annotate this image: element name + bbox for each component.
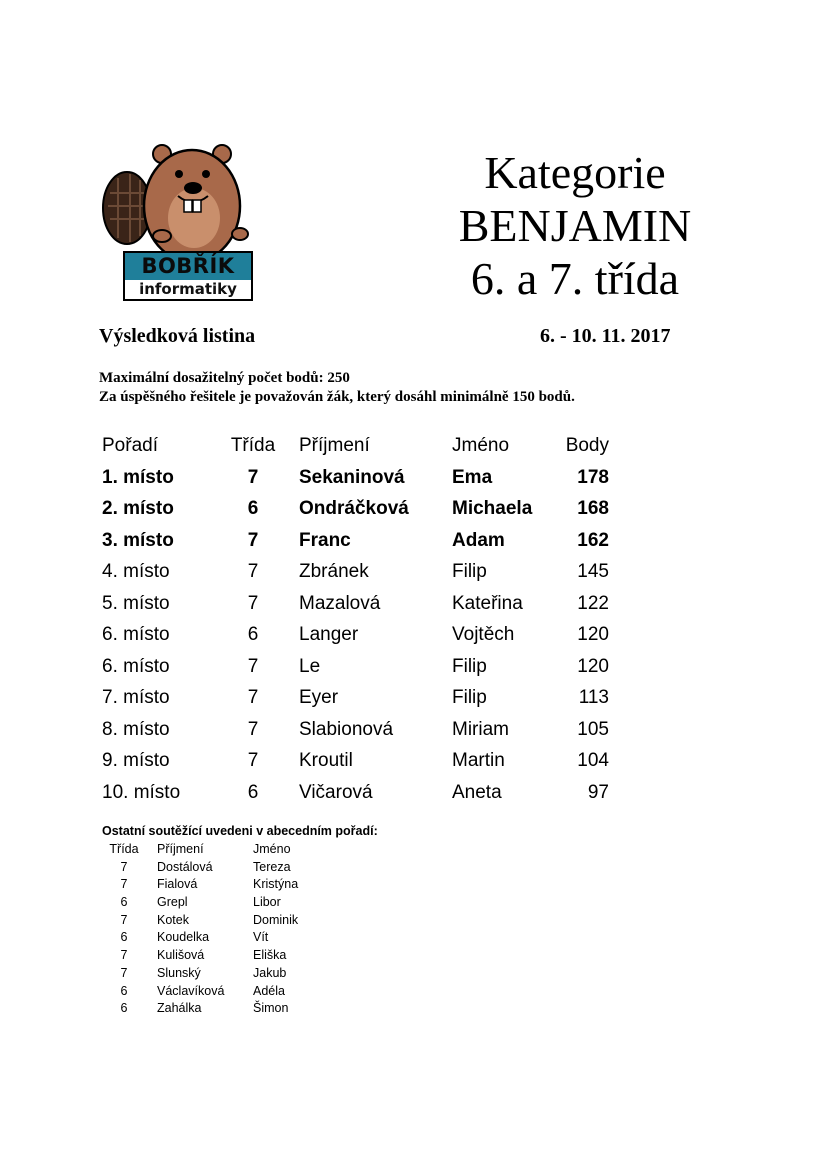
max-points-note: Maximální dosažitelný počet bodů: 250 — [99, 370, 350, 386]
cell-rank: 8. místo — [102, 718, 170, 740]
others-cell-name: Vít — [253, 930, 269, 945]
cell-rank: 6. místo — [102, 655, 170, 677]
cell-name: Miriam — [452, 718, 509, 740]
cell-class: 7 — [247, 561, 259, 582]
cell-points: 104 — [577, 750, 609, 771]
cell-points: 105 — [577, 718, 609, 740]
cell-name: Ema — [452, 466, 493, 488]
competition-dates: 6. - 10. 11. 2017 — [540, 325, 671, 347]
others-cell-name: Dominik — [253, 912, 299, 927]
cell-class: 6 — [247, 781, 259, 803]
beaver-mascot-icon — [100, 138, 255, 258]
cell-surname: Le — [299, 655, 321, 677]
others-cell-surname: Koudelka — [157, 930, 210, 945]
cell-rank: 3. místo — [102, 529, 174, 551]
cell-rank: 6. místo — [102, 624, 170, 645]
cell-surname: Vičarová — [299, 781, 373, 803]
cell-rank: 7. místo — [102, 687, 170, 708]
results-subtitle: Výsledková listina — [99, 325, 256, 347]
cell-class: 7 — [247, 466, 259, 488]
cell-name: Aneta — [452, 781, 502, 803]
cell-class: 7 — [247, 655, 259, 677]
others-cell-name: Šimon — [253, 1001, 289, 1016]
cell-surname: Slabionová — [299, 718, 394, 740]
cell-name: Kateřina — [452, 592, 523, 614]
category-heading-line1: Kategorie — [484, 147, 666, 198]
others-cell-class: 7 — [120, 912, 128, 927]
others-cell-name: Adéla — [253, 983, 285, 998]
others-header-class: Třída — [109, 842, 139, 856]
logo-title: BOBŘÍK — [125, 253, 251, 280]
category-heading-line3: 6. a 7. třída — [470, 253, 680, 304]
header-class: Třída — [230, 435, 276, 456]
cell-class: 6 — [247, 624, 259, 645]
others-cell-class: 6 — [120, 895, 128, 910]
others-cell-class: 6 — [120, 983, 128, 998]
cell-surname: Langer — [299, 624, 359, 645]
cell-surname: Franc — [299, 529, 351, 551]
others-cell-surname: Kotek — [157, 912, 189, 927]
cell-name: Filip — [452, 655, 487, 677]
cell-name: Filip — [452, 561, 487, 582]
others-cell-class: 7 — [120, 948, 128, 963]
cell-points: 168 — [577, 498, 609, 519]
cell-name: Michaela — [452, 498, 533, 519]
cell-points: 120 — [577, 624, 609, 645]
cell-points: 162 — [577, 529, 609, 551]
cell-class: 7 — [247, 529, 259, 551]
cell-surname: Sekaninová — [299, 466, 405, 488]
others-cell-class: 6 — [120, 1001, 128, 1016]
others-cell-surname: Dostálová — [157, 859, 213, 874]
cell-surname: Kroutil — [299, 750, 353, 771]
cell-rank: 2. místo — [102, 498, 174, 519]
others-cell-name: Libor — [253, 895, 281, 910]
success-rule-note: Za úspěšného řešitele je považován žák, který dosáhl minimálně 150 bodů. — [99, 389, 575, 405]
logo-badge — [123, 251, 253, 301]
others-cell-name: Jakub — [253, 965, 287, 980]
cell-points: 122 — [577, 592, 609, 614]
others-cell-surname: Kulišová — [157, 948, 205, 963]
cell-class: 6 — [247, 498, 259, 519]
others-cell-name: Kristýna — [253, 877, 299, 892]
cell-class: 7 — [247, 718, 259, 740]
cell-points: 97 — [587, 781, 609, 803]
cell-surname: Ondráčková — [299, 498, 409, 519]
cell-rank: 1. místo — [102, 466, 174, 488]
logo-subtitle: informatiky — [139, 280, 237, 298]
others-cell-name: Tereza — [253, 859, 291, 874]
cell-surname: Zbránek — [299, 561, 369, 582]
cell-points: 120 — [577, 655, 609, 677]
others-cell-name: Eliška — [253, 948, 287, 963]
others-cell-surname: Václavíková — [157, 983, 225, 998]
cell-name: Adam — [452, 529, 505, 551]
cell-class: 7 — [247, 592, 259, 614]
cell-surname: Mazalová — [299, 592, 381, 614]
others-cell-surname: Zahálka — [157, 1001, 202, 1016]
others-cell-class: 6 — [120, 930, 128, 945]
others-cell-surname: Fialová — [157, 877, 198, 892]
category-heading-line2: BENJAMIN — [458, 200, 692, 251]
cell-class: 7 — [247, 687, 259, 708]
bobrik-logo — [100, 138, 255, 304]
others-title: Ostatní soutěžící uvedeni v abecedním pořadí: — [102, 824, 378, 838]
others-cell-class: 7 — [120, 859, 128, 874]
cell-rank: 4. místo — [102, 561, 170, 582]
cell-surname: Eyer — [299, 687, 339, 708]
cell-rank: 5. místo — [102, 592, 170, 614]
cell-points: 113 — [578, 687, 609, 708]
cell-rank: 10. místo — [102, 781, 181, 803]
cell-name: Martin — [452, 750, 505, 771]
others-header-name: Jméno — [253, 842, 291, 856]
others-cell-surname: Grepl — [157, 895, 188, 910]
cell-name: Vojtěch — [452, 624, 515, 645]
header-surname: Příjmení — [299, 435, 370, 456]
header-name: Jméno — [452, 435, 510, 456]
others-cell-class: 7 — [120, 877, 128, 892]
header-rank: Pořadí — [102, 435, 158, 456]
cell-name: Filip — [452, 687, 487, 708]
cell-points: 178 — [577, 466, 609, 488]
cell-rank: 9. místo — [102, 750, 170, 771]
header-points: Body — [565, 435, 609, 456]
others-cell-surname: Slunský — [157, 965, 201, 980]
others-cell-class: 7 — [120, 965, 128, 980]
others-header-surname: Příjmení — [157, 842, 204, 856]
cell-class: 7 — [247, 750, 259, 771]
cell-points: 145 — [577, 561, 609, 582]
